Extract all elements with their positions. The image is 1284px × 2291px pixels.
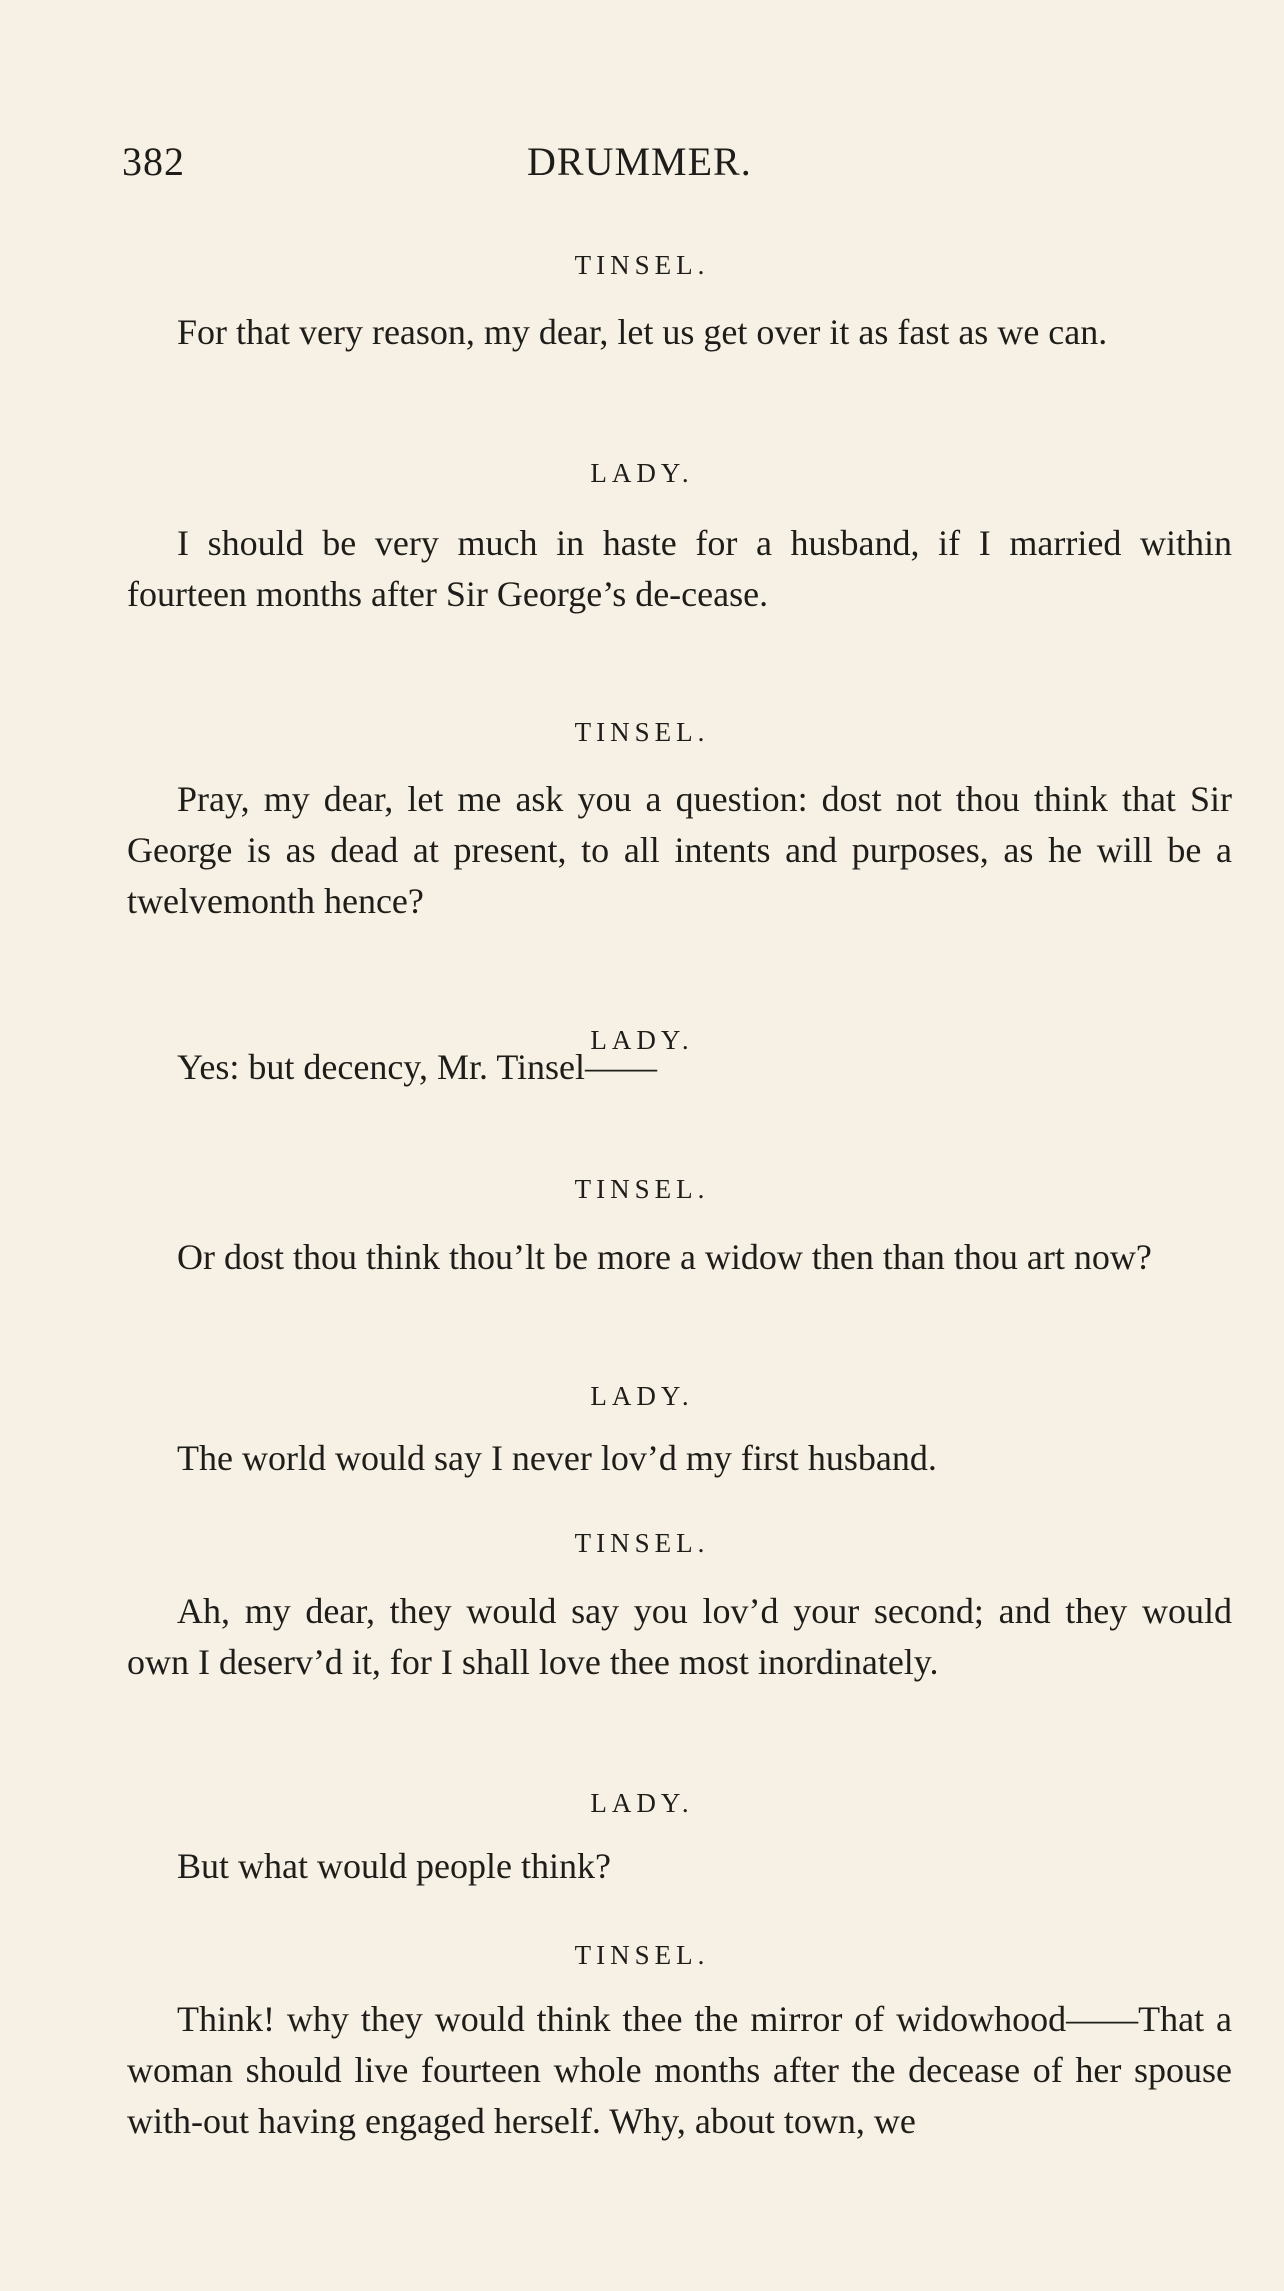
running-title: DRUMMER. (527, 139, 752, 184)
speaker-label: LADY. (590, 1025, 694, 1055)
speech-text: Think! why they would think thee the mirror of widowhood——That a woman should live fourteen whole months after the decease of her spouse with-out having engaged herself. Why, about town, we (127, 1999, 1232, 2141)
speech-text: The world would say I never lov’d my first husband. (177, 1438, 937, 1478)
running-head (122, 138, 1232, 198)
speaker-label: TINSEL. (574, 717, 710, 747)
speaker-label: LADY. (590, 1381, 694, 1411)
speech-text: But what would people think? (177, 1846, 611, 1886)
speaker-label: TINSEL. (574, 250, 710, 280)
speaker-label: TINSEL. (574, 1174, 710, 1204)
speech-text: Or dost thou think thou’lt be more a widow then than thou art now? (177, 1237, 1152, 1277)
speech-text: Pray, my dear, let me ask you a question: dost not thou think that Sir George is as dead at present, to all intents and purposes, as he will be a twelvemonth hence? (127, 779, 1232, 921)
speaker-label: LADY. (590, 1788, 694, 1818)
speech-text: Yes: but decency, Mr. Tinsel—— (177, 1047, 658, 1087)
speaker-label: LADY. (590, 458, 694, 488)
speech-text: For that very reason, my dear, let us get over it as fast as we can. (177, 312, 1108, 352)
speech-text: I should be very much in haste for a husband, if I married within fourteen months after Sir George’s de-cease. (127, 523, 1232, 614)
speaker-label: TINSEL. (574, 1940, 710, 1970)
speaker-label: TINSEL. (574, 1528, 710, 1558)
page-number: 382 (122, 139, 185, 184)
speech-text: Ah, my dear, they would say you lov’d your second; and they would own I deserv’d it, for I shall love thee most inordinately. (127, 1591, 1232, 1682)
